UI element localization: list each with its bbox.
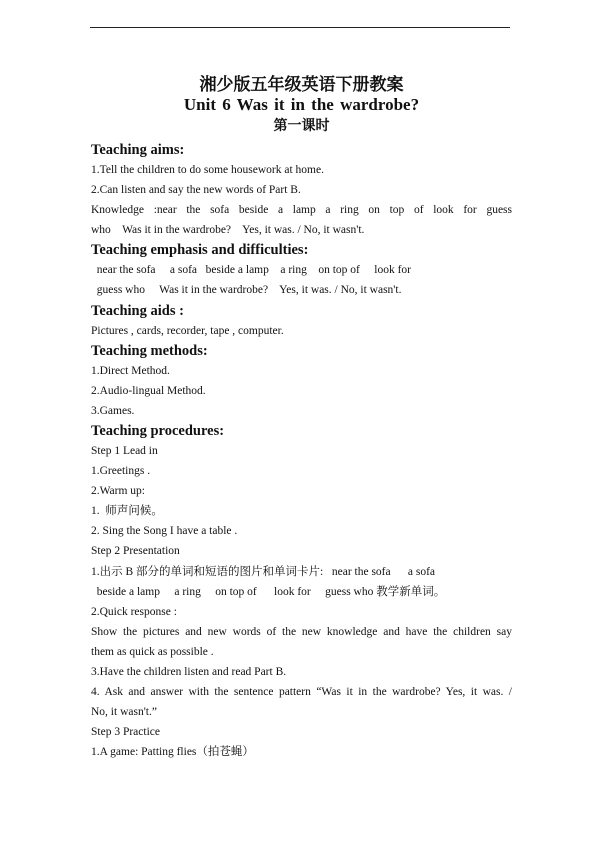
section-heading-aids: Teaching aids : — [91, 302, 184, 319]
text-line: guess who Was it in the wardrobe? Yes, it was. / No, it wasn't. — [91, 284, 402, 297]
text-line: 2.Quick response : — [91, 605, 177, 618]
lesson-label: 第一课时 — [273, 119, 330, 134]
text-line: 1. 师声问候。 — [91, 505, 163, 518]
text-line: 3.Games. — [91, 404, 135, 417]
text-line: 2.Audio-lingual Method. — [91, 384, 206, 397]
text-line: Step 3 Practice — [91, 726, 160, 739]
text-line: 1.Direct Method. — [91, 364, 170, 377]
text-line: No, it wasn't.” — [91, 706, 157, 719]
section-heading-emphasis: Teaching emphasis and difficulties: — [91, 242, 309, 259]
text-line: Step 1 Lead in — [91, 444, 158, 457]
text-line: Knowledge :near the sofa beside a lamp a ring on top of look for guess — [91, 204, 512, 217]
text-line: near the sofa a sofa beside a lamp a ring on top of look for — [91, 264, 411, 277]
text-line: 2.Can listen and say the new words of Part B. — [91, 184, 301, 197]
lesson-plan-page — [91, 75, 512, 762]
text-line: them as quick as possible . — [91, 645, 214, 658]
text-line: beside a lamp a ring on top of look for guess who 教学新单词。 — [91, 585, 446, 598]
document-title: 湘少版五年级英语下册教案 — [199, 75, 404, 94]
text-line: 1.出示 B 部分的单词和短语的图片和单词卡片: near the sofa a sofa — [91, 565, 435, 578]
section-heading-procedures: Teaching procedures: — [91, 422, 225, 439]
text-line: Pictures , cards, recorder, tape , computer. — [91, 324, 284, 337]
text-line: 2. Sing the Song I have a table . — [91, 525, 238, 538]
text-line: 2.Warm up: — [91, 485, 146, 498]
text-line: 3.Have the children listen and read Part B. — [91, 665, 287, 678]
section-heading-aims: Teaching aims: — [91, 142, 185, 158]
text-line: who Was it in the wardrobe? Yes, it was. / No, it wasn't. — [91, 224, 365, 237]
unit-title: Unit 6 Was it in the wardrobe? — [183, 95, 420, 114]
text-line: Step 2 Presentation — [91, 545, 180, 558]
section-heading-methods: Teaching methods: — [91, 342, 208, 359]
text-line: 1.A game: Patting flies（拍苍蝇） — [91, 746, 254, 759]
header-rule — [90, 27, 510, 28]
text-line: 1.Greetings . — [91, 465, 151, 478]
text-line: Show the pictures and new words of the new knowledge and have the children say — [91, 625, 512, 638]
text-line: 1.Tell the children to do some housework at home. — [91, 164, 324, 176]
text-line: 4. Ask and answer with the sentence pattern “Was it in the wardrobe? Yes, it was. / — [91, 686, 512, 699]
